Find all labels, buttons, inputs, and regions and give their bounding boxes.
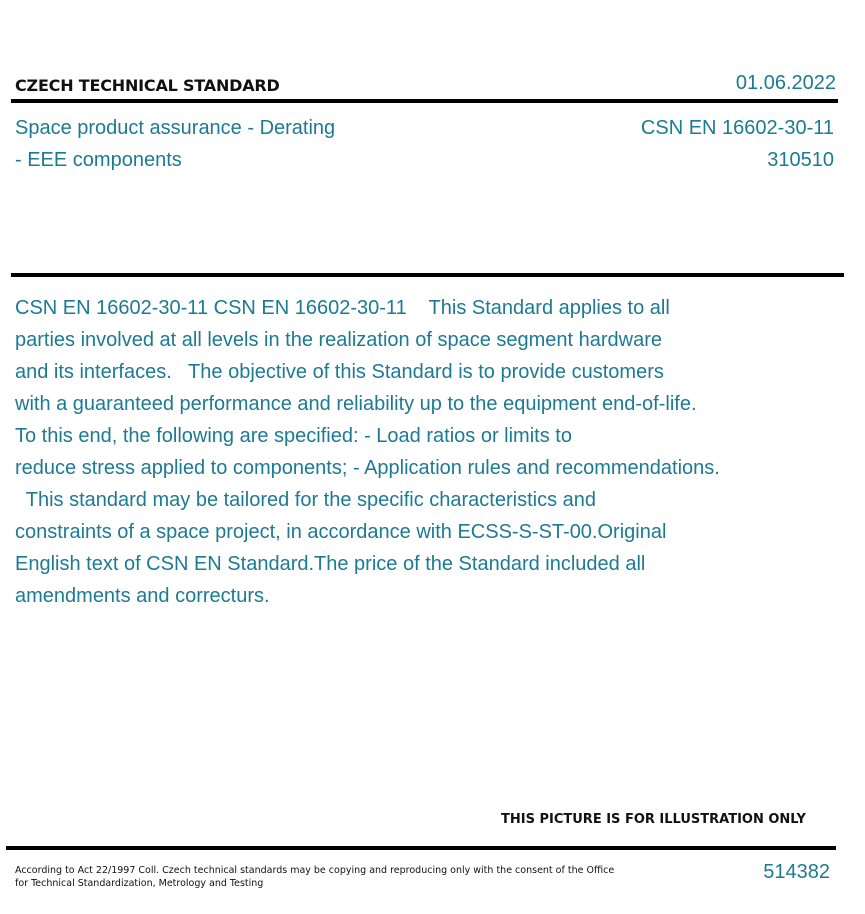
bottom-divider xyxy=(6,846,836,850)
description-line: and its interfaces. The objective of this Standard is to provide customers xyxy=(15,361,664,383)
description-line: CSN EN 16602-30-11 CSN EN 16602-30-11 This Standard applies to all xyxy=(15,297,670,319)
catalog-code: 514382 xyxy=(763,861,830,883)
description-line: To this end, the following are specified: - Load ratios or limits to xyxy=(15,425,572,447)
standard-classification: 310510 xyxy=(767,149,834,171)
description-text xyxy=(15,292,720,612)
middle-divider xyxy=(11,273,844,277)
illustration-notice: THIS PICTURE IS FOR ILLUSTRATION ONLY xyxy=(501,812,806,827)
top-divider xyxy=(11,99,838,103)
description-line: reduce stress applied to components; - Application rules and recommendations. xyxy=(15,457,720,479)
description-line: parties involved at all levels in the realization of space segment hardware xyxy=(15,329,663,351)
description-line: constraints of a space project, in accordance with ECSS-S-ST-00.Original xyxy=(15,521,667,543)
description-line: This standard may be tailored for the specific characteristics and xyxy=(15,489,597,511)
standard-title-line-1: Space product assurance - Derating xyxy=(15,117,336,139)
description-line: amendments and correcturs. xyxy=(15,585,270,607)
standard-number: CSN EN 16602-30-11 xyxy=(640,117,834,139)
description-line: English text of CSN EN Standard.The price of the Standard included all xyxy=(15,553,646,575)
legal-notice-line-2: for Technical Standardization, Metrology and Testing xyxy=(15,878,264,889)
legal-notice-line-1: According to Act 22/1997 Coll. Czech technical standards may be copying and reproducing only with the consent of the Office xyxy=(15,865,615,876)
standard-title-line-2: - EEE components xyxy=(15,149,182,171)
description-line: with a guaranteed performance and reliability up to the equipment end-of-life. xyxy=(15,393,697,415)
document-type-heading: CZECH TECHNICAL STANDARD xyxy=(15,76,280,95)
legal-notice xyxy=(15,864,614,890)
publication-date: 01.06.2022 xyxy=(735,72,836,94)
